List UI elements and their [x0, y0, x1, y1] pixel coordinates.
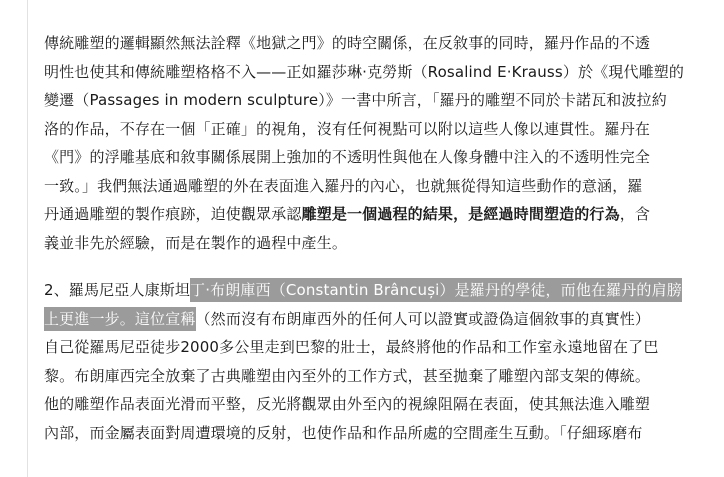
text-run: 2、羅馬尼亞人康斯坦: [44, 281, 191, 299]
paragraph-brancusi[interactable]: [44, 276, 704, 447]
text-line: [44, 419, 704, 448]
text-run: 自己從羅馬尼亞徒步2000多公里走到巴黎的壯士，最終將他的作品和工作室永遠地留在了巴: [44, 338, 659, 356]
text-line: [44, 143, 704, 172]
text-line: [44, 172, 704, 201]
text-run: 一致。」我們無法通過雕塑的外在表面進入羅丹的內心，也就無從得知這些動作的意涵，羅: [44, 176, 643, 195]
text-line: [44, 58, 704, 87]
text-run: 內部，而金屬表面對周遭環境的反射，也使作品和作品所處的空間產生互動。「仔細琢磨布: [44, 423, 643, 442]
text-run: 丹通過雕塑的製作痕跡，迫使觀眾承認: [44, 205, 302, 223]
text-run: 變遷（Passages in modern sculpture）》一書中所言，「羅丹的雕塑不同於卡諾瓦和波拉約: [44, 91, 667, 109]
text-line: [44, 229, 704, 258]
text-line: [44, 305, 704, 334]
article-body: [44, 29, 704, 447]
text-line: [44, 390, 704, 419]
text-run: 明性也使其和傳統雕塑格格不入——正如羅莎琳·克勞斯（Rosalind E·Krauss）於《現代雕塑的: [44, 62, 685, 81]
margin-rule: [27, 0, 28, 477]
text-run: 黎。布朗庫西完全放棄了古典雕塑由內至外的工作方式，甚至拋棄了雕塑內部支架的傳統。: [44, 366, 651, 385]
text-run: （然而沒有布朗庫西外的任何人可以證實或證偽這個敘事的真實性）: [195, 309, 651, 328]
text-run: ，含: [619, 205, 651, 223]
text-run: 他的雕塑作品表面光滑而平整，反光將觀眾由外至內的視線阻隔在表面，使其無法進入雕塑: [44, 395, 651, 413]
text-run: 《門》的浮雕基底和敘事關係展開上強加的不透明性與他在人像身體中注入的不透明性完全: [44, 148, 651, 166]
text-line: [44, 333, 704, 362]
paragraph-rodin-gates-of-hell: [44, 29, 704, 257]
text-line: [44, 362, 704, 391]
selected-text[interactable]: 上更進一步。這位宣稱: [44, 307, 196, 331]
text-run: 洛的作品，不存在一個「正確」的視角，沒有任何視點可以附以這些人像以連貫性。羅丹在: [44, 119, 651, 138]
text-line: [44, 115, 704, 144]
text-run: 義並非先於經驗，而是在製作的過程中產生。: [44, 233, 348, 252]
text-line: [44, 200, 704, 229]
text-run: 傳統雕塑的邏輯顯然無法詮釋《地獄之門》的時空關係，在反敘事的同時，羅丹作品的不透: [44, 34, 651, 52]
text-line: [44, 29, 704, 58]
text-line: [44, 86, 704, 115]
selected-text[interactable]: 丁·布朗庫西（Constantin Brâncuși）是羅丹的學徒，而他在羅丹的肩膀: [190, 278, 682, 302]
text-line: [44, 276, 704, 305]
bold-emphasis: 雕塑是一個過程的結果，是經過時間塑造的行為: [301, 205, 620, 223]
